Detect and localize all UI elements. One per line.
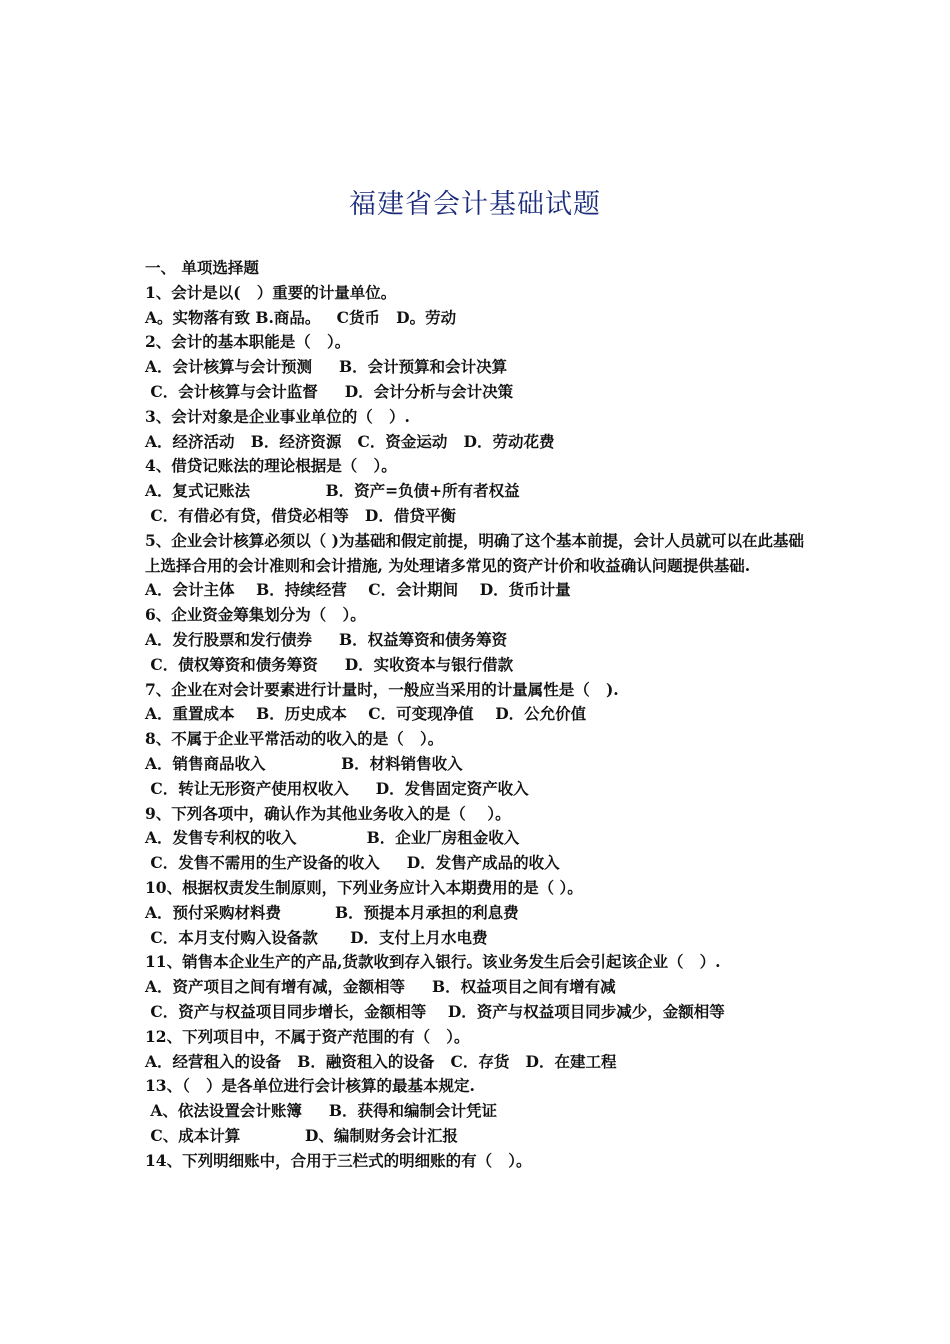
question-2-options-cd: C．会计核算与会计监督 D．会计分析与会计决策 [145, 381, 514, 401]
question-1: 1、会计是以( ）重要的计量单位。 [145, 282, 397, 302]
question-3-options: A．经济活动 B．经济资源 C．资金运动 D．劳动花费 [145, 431, 555, 451]
section-heading: 一、 单项选择题 [145, 258, 259, 277]
question-6-options-ab: A．发行股票和发行债券 B．权益筹资和债务筹资 [145, 629, 508, 649]
question-9-options-ab: A．发售专利权的收入 B．企业厂房租金收入 [145, 828, 520, 848]
question-11-options-ab: A．资产项目之间有增有减，金额相等 B．权益项目之间有增有减 [145, 977, 616, 997]
question-10: 10、根据权责发生制原则，下列业务应计入本期费用的是（ ）。 [145, 877, 583, 897]
question-14: 14、下列明细账中，合用于三栏式的明细账的有（ ）。 [145, 1150, 532, 1170]
question-13-options-cd: C、成本计算 D、编制财务会计汇报 [145, 1125, 458, 1145]
question-11-options-cd: C．资产与权益项目同步增长，金额相等 D．资产与权益项目同步减少，金额相等 [145, 1001, 725, 1021]
question-5: 5、企业会计核算必须以（ )为基础和假定前提，明确了这个基本前提，会计人员就可以在此基础上选择合用的会计准则和会计措施, 为处理诸多常见的资产计价和收益确认问题提供基础. [145, 530, 805, 575]
document-title: 福建省会计基础试题 [349, 189, 601, 220]
document-body [145, 256, 815, 1173]
question-4: 4、借贷记账法的理论根据是（ ）。 [145, 456, 397, 476]
question-7: 7、企业在对会计要素进行计量时，一般应当采用的计量属性是（ ). [145, 679, 619, 699]
question-9: 9、下列各项中，确认作为其他业务收入的是（ ）。 [145, 803, 511, 823]
question-8: 8、不属于企业平常活动的收入的是（ ）。 [145, 729, 444, 749]
question-7-options: A．重置成本 B．历史成本 C．可变现净值 D．公允价值 [145, 704, 587, 724]
question-9-options-cd: C．发售不需用的生产设备的收入 D．发售产成品的收入 [145, 853, 560, 873]
question-8-options-cd: C．转让无形资产使用权收入 D．发售固定资产收入 [145, 778, 529, 798]
question-2: 2、会计的基本职能是（ ）。 [145, 332, 351, 352]
question-3: 3、会计对象是企业事业单位的（ ）. [145, 406, 410, 426]
question-4-options-cd: C．有借必有贷，借贷必相等 D．借贷平衡 [145, 505, 456, 525]
question-11: 11、销售本企业生产的产品,货款收到存入银行。该业务发生后会引起该企业（ ）. [145, 952, 721, 972]
question-5-options: A．会计主体 B．持续经营 C．会计期间 D．货币计量 [145, 580, 571, 600]
question-10-options-ab: A．预付采购材料费 B．预提本月承担的利息费 [145, 902, 519, 922]
question-12-options: A．经营租入的设备 B．融资租入的设备 C．存货 D．在建工程 [145, 1051, 617, 1071]
question-4-options-ab: A．复式记账法 B．资产=负债+所有者权益 [145, 481, 520, 501]
question-6: 6、企业资金筹集划分为（ ）。 [145, 605, 366, 625]
question-2-options-ab: A．会计核算与会计预测 B．会计预算和会计决算 [145, 357, 508, 377]
question-10-options-cd: C．本月支付购入设备款 D．支付上月水电费 [145, 927, 488, 947]
question-8-options-ab: A．销售商品收入 B．材料销售收入 [145, 753, 463, 773]
question-12: 12、下列项目中，不属于资产范围的有（ ）。 [145, 1026, 470, 1046]
question-13-options-ab: A、依法设置会计账簿 B．获得和编制会计凭证 [145, 1101, 498, 1121]
question-1-options: A。实物落有致 B.商品。 C货币 D。劳动 [145, 307, 457, 327]
question-6-options-cd: C．债权筹资和债务筹资 D．实收资本与银行借款 [145, 654, 514, 674]
question-13: 13、（ ）是各单位进行会计核算的最基本规定. [145, 1076, 475, 1096]
